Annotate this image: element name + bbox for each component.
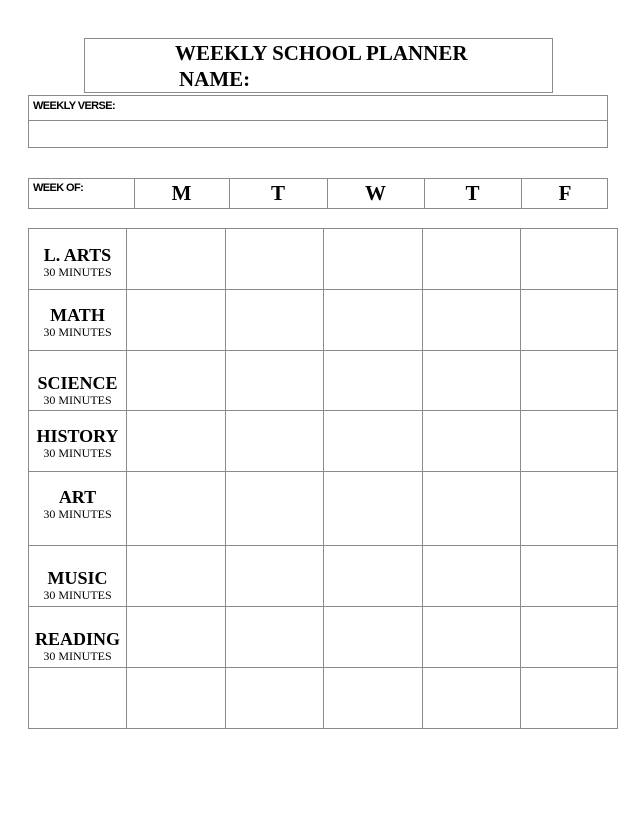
subject-time: 30 MINUTES bbox=[43, 507, 112, 521]
day-cell[interactable] bbox=[521, 290, 618, 351]
day-header-monday: M bbox=[171, 181, 192, 205]
day-cell[interactable] bbox=[324, 472, 423, 546]
subject-name: ART bbox=[58, 487, 97, 507]
day-header-tuesday: T bbox=[270, 181, 285, 205]
day-cell[interactable] bbox=[423, 546, 521, 607]
day-cell[interactable] bbox=[521, 607, 618, 668]
day-cell[interactable] bbox=[521, 351, 618, 411]
day-cell[interactable] bbox=[127, 546, 226, 607]
day-cell[interactable] bbox=[324, 411, 423, 472]
subject-row bbox=[29, 668, 618, 729]
day-cell[interactable] bbox=[423, 472, 521, 546]
week-header-row bbox=[28, 178, 608, 209]
day-cell[interactable] bbox=[226, 290, 324, 351]
subject-row bbox=[29, 290, 618, 351]
subject-name: SCIENCE bbox=[37, 373, 118, 393]
schedule-grid bbox=[28, 228, 618, 729]
weekly-verse-label: WEEKLY VERSE: bbox=[33, 100, 116, 112]
subject-row bbox=[29, 472, 618, 546]
subject-name: L. ARTS bbox=[43, 245, 112, 265]
day-cell[interactable] bbox=[127, 411, 226, 472]
day-cell[interactable] bbox=[226, 607, 324, 668]
day-cell[interactable] bbox=[226, 546, 324, 607]
subject-name: MATH bbox=[50, 305, 105, 325]
day-cell[interactable] bbox=[127, 668, 226, 729]
subject-row bbox=[29, 351, 618, 411]
subject-row bbox=[29, 411, 618, 472]
subject-time: 30 MINUTES bbox=[43, 393, 112, 407]
day-cell[interactable] bbox=[324, 668, 423, 729]
subject-cell[interactable] bbox=[29, 668, 127, 729]
day-cell[interactable] bbox=[324, 290, 423, 351]
verse-divider bbox=[29, 120, 607, 121]
subject-cell bbox=[29, 290, 127, 351]
subject-cell bbox=[29, 411, 127, 472]
day-cell[interactable] bbox=[226, 229, 324, 290]
day-cell[interactable] bbox=[127, 472, 226, 546]
day-cell[interactable] bbox=[226, 351, 324, 411]
day-cell[interactable] bbox=[324, 229, 423, 290]
subject-cell bbox=[29, 607, 127, 668]
day-cell[interactable] bbox=[226, 411, 324, 472]
subject-name: READING bbox=[34, 629, 120, 649]
subject-cell bbox=[29, 351, 127, 411]
day-cell[interactable] bbox=[226, 472, 324, 546]
day-cell[interactable] bbox=[423, 351, 521, 411]
day-cell[interactable] bbox=[324, 607, 423, 668]
subject-cell bbox=[29, 229, 127, 290]
subject-time: 30 MINUTES bbox=[43, 588, 112, 602]
day-cell[interactable] bbox=[423, 411, 521, 472]
name-label: NAME: bbox=[179, 67, 251, 91]
day-cell[interactable] bbox=[127, 607, 226, 668]
subject-time: 30 MINUTES bbox=[43, 446, 112, 460]
day-cell[interactable] bbox=[423, 290, 521, 351]
day-cell[interactable] bbox=[521, 472, 618, 546]
day-cell[interactable] bbox=[324, 546, 423, 607]
subject-time: 30 MINUTES bbox=[43, 265, 112, 279]
subject-time: 30 MINUTES bbox=[43, 325, 112, 339]
day-cell[interactable] bbox=[521, 546, 618, 607]
week-of-label: WEEK OF: bbox=[33, 182, 84, 194]
day-header-wednesday: W bbox=[365, 181, 386, 205]
subject-name: MUSIC bbox=[47, 568, 108, 588]
subject-row bbox=[29, 546, 618, 607]
title-box bbox=[84, 38, 553, 93]
subject-cell bbox=[29, 546, 127, 607]
weekly-verse-box bbox=[28, 95, 608, 148]
day-cell[interactable] bbox=[423, 668, 521, 729]
day-cell[interactable] bbox=[423, 607, 521, 668]
subject-cell bbox=[29, 472, 127, 546]
page-title: WEEKLY SCHOOL PLANNER bbox=[175, 41, 468, 65]
day-cell[interactable] bbox=[127, 229, 226, 290]
day-cell[interactable] bbox=[521, 411, 618, 472]
day-cell[interactable] bbox=[521, 668, 618, 729]
subject-time: 30 MINUTES bbox=[43, 649, 112, 663]
day-cell[interactable] bbox=[127, 351, 226, 411]
day-header-thursday: T bbox=[465, 181, 480, 205]
day-cell[interactable] bbox=[423, 229, 521, 290]
day-cell[interactable] bbox=[127, 290, 226, 351]
day-cell[interactable] bbox=[521, 229, 618, 290]
subject-name: HISTORY bbox=[36, 426, 119, 446]
subject-row bbox=[29, 229, 618, 290]
day-cell[interactable] bbox=[324, 351, 423, 411]
day-header-friday: F bbox=[558, 181, 572, 205]
day-cell[interactable] bbox=[226, 668, 324, 729]
subject-row bbox=[29, 607, 618, 668]
